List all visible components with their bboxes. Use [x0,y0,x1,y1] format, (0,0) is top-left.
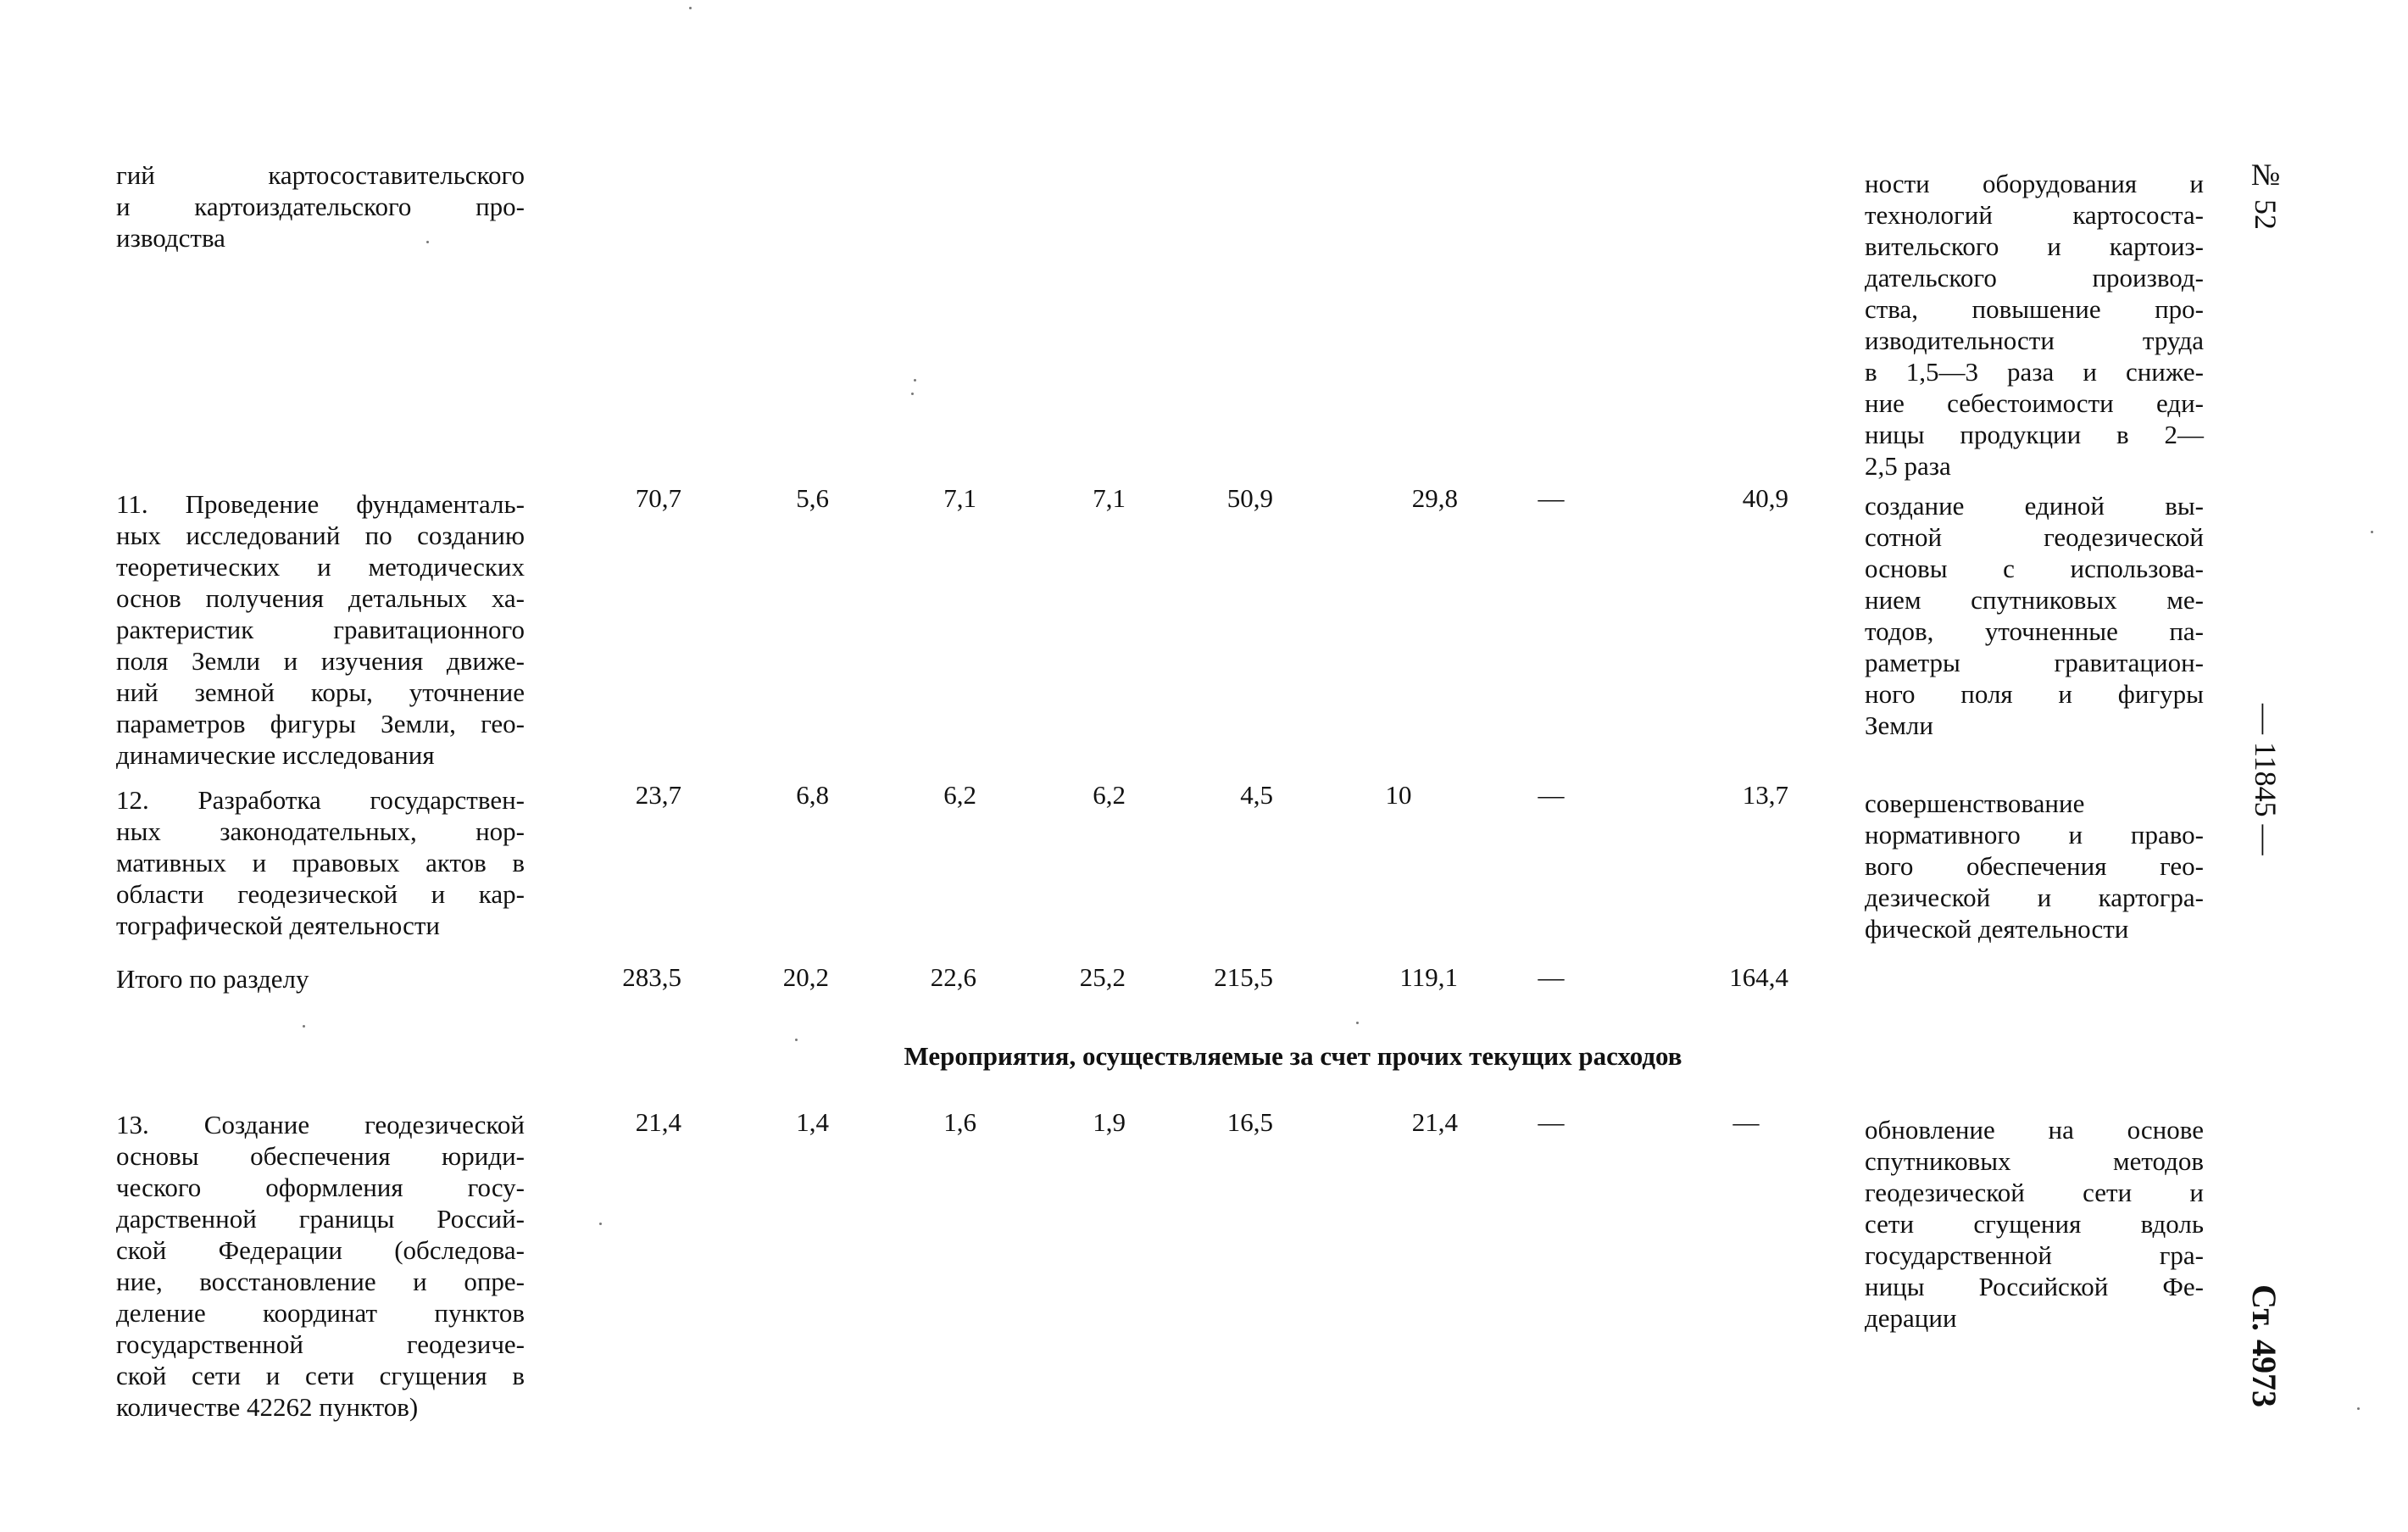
result-line: ства, повышение про- [1865,294,2204,324]
row-description [116,159,525,253]
value-cell: 7,1 [1093,483,1126,513]
value-cell: 50,9 [1226,483,1273,513]
document-number: — 11845 — [2249,704,2283,855]
description-line: 12. Разработка государствен- [116,785,525,815]
total-value: — [1538,962,1565,992]
description-line: гий картосоставительского [116,160,525,190]
value-cell: — [1538,483,1565,513]
description-line: деление координат пунктов [116,1298,525,1328]
value-cell: 4,5 [1240,780,1273,810]
description-line: государственной геодезиче- [116,1329,525,1359]
row-result [1865,1114,2204,1334]
value-cell: — [1538,1107,1565,1137]
total-value: 215,5 [1214,962,1273,992]
result-line: тодов, уточненные па- [1865,616,2204,646]
section-title: Мероприятия, осуществляемые за счет прочих текущих расходов [904,1041,1682,1071]
scan-speck [914,379,916,382]
result-line: ного поля и фигуры [1865,679,2204,709]
description-line: теоретических и методических [116,552,525,582]
description-line: области геодезической и кар- [116,879,525,909]
description-line: 13. Создание геодезической [116,1110,525,1139]
description-line: ской сети и сети сгущения в [116,1361,525,1390]
value-cell: 21,4 [635,1107,681,1137]
total-value: 164,4 [1729,962,1788,992]
result-line: технологий картососта- [1865,200,2204,230]
description-line: ний земной коры, уточнение [116,677,525,707]
value-cell: 6,2 [1093,780,1126,810]
issue-number: № 52 [2249,158,2283,230]
result-line: нормативного и право- [1865,820,2204,850]
row-description [116,1109,525,1423]
result-line: Земли [1865,710,1933,740]
description-line: мативных и правовых актов в [116,848,525,877]
value-cell: 1,6 [943,1107,976,1137]
value-cell: 40,9 [1742,483,1788,513]
result-line: создание единой вы- [1865,491,2204,521]
scan-speck [426,241,429,243]
result-line: ницы продукции в 2— [1865,420,2204,449]
description-line: основ получения детальных ха- [116,583,525,613]
description-line: параметров фигуры Земли, гео- [116,709,525,738]
value-cell: 13,7 [1742,780,1788,810]
scan-speck [1356,1022,1359,1024]
row-result [1865,490,2204,741]
description-line: рактеристик гравитационного [116,615,525,644]
total-value: 283,5 [622,962,681,992]
total-label [116,963,525,994]
result-line: 2,5 раза [1865,451,1951,481]
result-line: сети сгущения вдоль [1865,1209,2204,1239]
result-line: обновление на основе [1865,1115,2204,1145]
value-cell: 21,4 [1411,1107,1458,1137]
total-value: 119,1 [1399,962,1458,992]
result-line: ности оборудования и [1865,169,2204,198]
value-cell: 16,5 [1226,1107,1273,1137]
result-line: дезической и картогра- [1865,883,2204,912]
description-line: ных законодательных, нор- [116,816,525,846]
result-line: спутниковых методов [1865,1146,2204,1176]
result-line: фической деятельности [1865,914,2129,944]
scan-speck [911,393,914,395]
result-line: дерации [1865,1303,1957,1333]
description-line: 11. Проведение фундаменталь- [116,489,525,519]
result-line: раметры гравитацион- [1865,648,2204,677]
description-line: ние, восстановление и опре- [116,1267,525,1296]
result-line: вительского и картоиз- [1865,231,2204,261]
description-line: ской Федерации (обследова- [116,1235,525,1265]
result-line: государственной гра- [1865,1240,2204,1270]
description-line: Итого по разделу [116,964,309,994]
total-value: 22,6 [930,962,976,992]
value-cell: 5,6 [796,483,829,513]
article-number: Ст. 4973 [2245,1284,2283,1407]
value-cell: 29,8 [1411,483,1458,513]
result-line: ние себестоимости еди- [1865,388,2204,418]
scan-speck [2357,1407,2360,1410]
value-cell: 6,2 [943,780,976,810]
description-line: ческого оформления госу- [116,1173,525,1202]
total-value: 25,2 [1079,962,1126,992]
total-value: 20,2 [782,962,829,992]
scan-speck [689,7,692,9]
value-cell: 7,1 [943,483,976,513]
value-cell: 23,7 [635,780,681,810]
value-cell: 70,7 [635,483,681,513]
scan-speck [303,1025,305,1028]
row-result [1865,788,2204,944]
result-line: геодезической сети и [1865,1178,2204,1207]
description-line: дарственной границы Россий- [116,1204,525,1234]
result-line: основы с использова- [1865,554,2204,583]
description-line: тографической деятельности [116,911,440,940]
scan-speck [599,1223,602,1225]
value-cell: 6,8 [796,780,829,810]
description-line: изводства [116,223,225,253]
value-cell: 10 [1385,780,1412,810]
scan-speck [2371,531,2373,533]
description-line: поля Земли и изучения движе- [116,646,525,676]
value-cell: 1,9 [1093,1107,1126,1137]
row-result [1865,168,2204,482]
value-cell: — [1538,780,1565,810]
description-line: ных исследований по созданию [116,521,525,550]
result-line: ницы Российской Фе- [1865,1272,2204,1301]
result-line: изводительности труда [1865,326,2204,355]
result-line: нием спутниковых ме- [1865,585,2204,615]
value-cell: — [1732,1107,1760,1137]
row-description [116,488,525,771]
result-line: совершенствование [1865,788,2085,818]
description-line: динамические исследования [116,740,435,770]
description-line: и картоиздательского про- [116,192,525,221]
description-line: количестве 42262 пунктов) [116,1392,419,1422]
description-line: основы обеспечения юриди- [116,1141,525,1171]
result-line: сотной геодезической [1865,522,2204,552]
scan-speck [795,1039,798,1041]
result-line: вого обеспечения гео- [1865,851,2204,881]
result-line: в 1,5—3 раза и сниже- [1865,357,2204,387]
result-line: дательского производ- [1865,263,2204,292]
row-description [116,784,525,941]
value-cell: 1,4 [796,1107,829,1137]
